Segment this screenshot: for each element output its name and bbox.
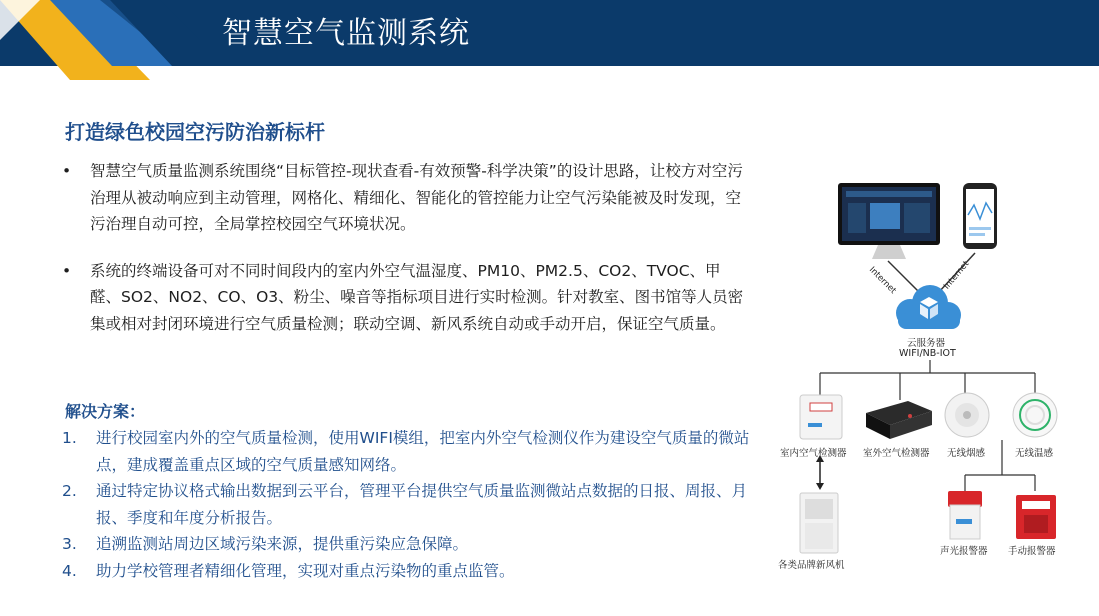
bullet-item: [62, 258, 762, 338]
indoor-detector-icon: [800, 395, 842, 439]
solution-list: [62, 425, 762, 584]
system-diagram: [770, 175, 1090, 595]
monitor-icon: [838, 183, 940, 259]
manual-alarm-label: 手动报警器: [1008, 546, 1056, 557]
manual-alarm-icon: [1016, 495, 1056, 539]
fresh-air-machine-icon: [800, 493, 838, 553]
bullet-item: [62, 158, 762, 238]
solution-title: 解决方案：: [65, 402, 146, 421]
solution-item: [62, 558, 762, 585]
sound-light-alarm-icon: [948, 491, 982, 539]
network-label: WIFI/NB-IOT: [899, 348, 956, 359]
solution-number: 1.: [62, 429, 77, 447]
page-title: 智慧空气监测系统: [222, 16, 470, 51]
smoke-sensor-label: 无线烟感: [947, 448, 986, 459]
sound-light-alarm-label: 声光报警器: [940, 546, 988, 557]
solution-text: 进行校园室内外的空气质量检测，使用WIFI模组，把室内外空气检测仪作为建设空气质量的微站点，建成覆盖重点区域的空气质量感知网络。: [96, 429, 750, 474]
solution-text: 助力学校管理者精细化管理，实现对重点污染物的重点监管。: [96, 561, 515, 580]
header-decoration: [0, 0, 230, 84]
internet-right-label: Internet: [942, 259, 972, 292]
cloud-server-label: 云服务器: [907, 338, 946, 349]
solution-item: [62, 425, 762, 478]
internet-left-label: Internet: [866, 265, 898, 296]
bullet-text: 系统的终端设备可对不同时间段内的室内外空气温湿度、PM10、PM2.5、CO2、TVOC、甲醛、SO2、NO2、CO、O3、粉尘、噪音等指标项目进行实时检测。针对教室、图书馆等人员密集或相对封闭环境进行空气质量检测；联动空调、新风系统自动或手动开启，保证空气质量。: [90, 261, 744, 333]
solution-text: 追溯监测站周边区域污染来源，提供重污染应急保障。: [96, 535, 469, 553]
indoor-detector-label: 室内空气检测器: [780, 448, 847, 459]
fresh-air-machine-label: 各类品牌新风机: [778, 560, 845, 571]
cloud-server-icon: [896, 285, 961, 329]
solution-item: [62, 478, 762, 531]
solution-number: 4.: [62, 561, 77, 580]
solution-number: 2.: [62, 482, 77, 500]
solution-number: 3.: [62, 535, 77, 553]
bullet-dot: •: [62, 261, 72, 280]
solution-text: 通过特定协议格式输出数据到云平台，管理平台提供空气质量监测微站点数据的日报、周报、月报、季度和年度分析报告。: [96, 482, 748, 527]
temperature-sensor-label: 无线温感: [1015, 448, 1054, 459]
bullet-dot: •: [62, 162, 72, 180]
bullet-list: [62, 158, 762, 357]
outdoor-detector-label: 室外空气检测器: [863, 448, 930, 459]
phone-icon: [963, 183, 997, 249]
section-subtitle: 打造绿色校园空污防治新标杆: [65, 120, 325, 144]
solution-item: [62, 531, 762, 558]
smoke-sensor-icon: [945, 393, 989, 437]
temperature-sensor-icon: [1013, 393, 1057, 437]
outdoor-detector-icon: [866, 401, 932, 439]
bullet-text: 智慧空气质量监测系统围绕“目标管控-现状查看-有效预警-科学决策”的设计思路，让校方对空污治理从被动响应到主动管理，网格化、精细化、智能化的管控能力让空气污染能被及时发现，空污治理自动可控，全局掌控校园空气环境状况。: [90, 162, 743, 233]
